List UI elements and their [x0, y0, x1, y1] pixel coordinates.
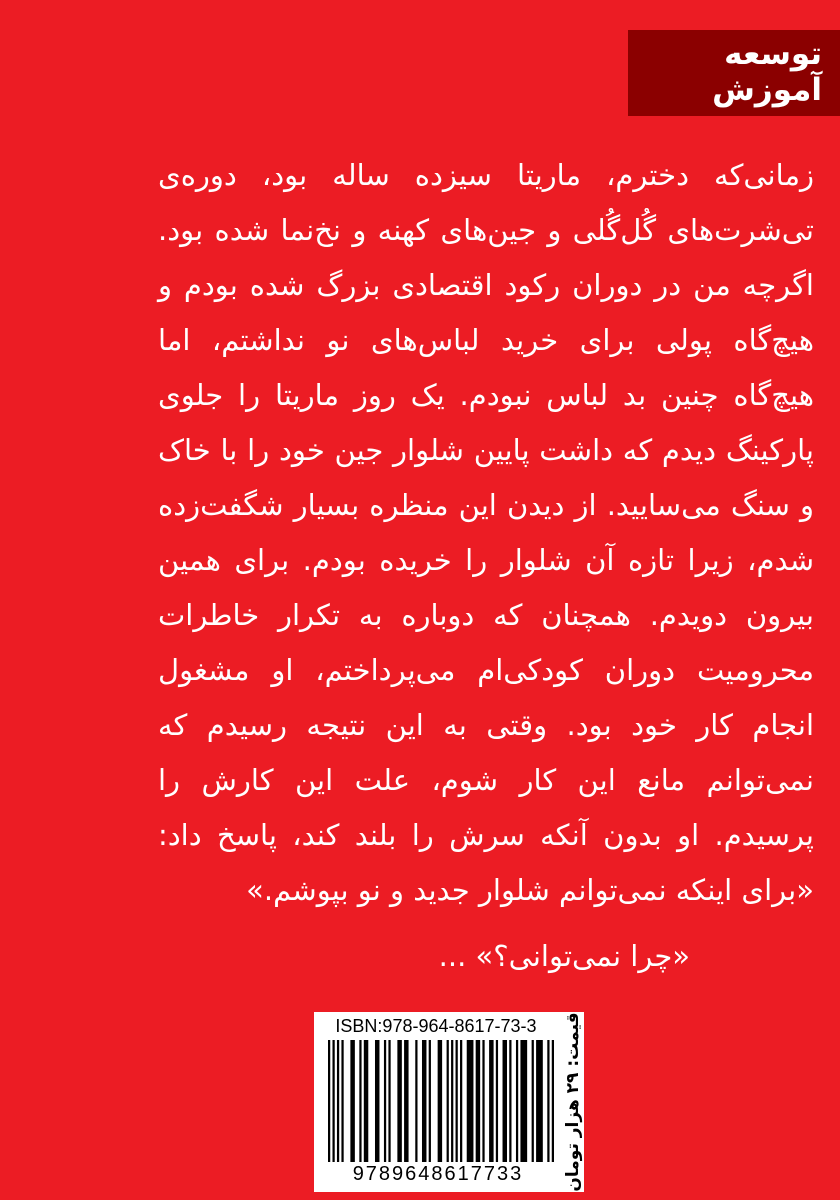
barcode-bar [451, 1040, 453, 1162]
price-label: قیمت: ۲۹ هزار تومان [563, 1012, 583, 1192]
barcode-bar [476, 1040, 480, 1162]
barcode-bar [456, 1040, 458, 1162]
barcode-bar [359, 1040, 361, 1162]
barcode-bar [482, 1040, 484, 1162]
barcode-bar [404, 1040, 408, 1162]
barcode-bar [460, 1040, 462, 1162]
barcode-bar [364, 1040, 368, 1162]
barcode-bar [388, 1040, 390, 1162]
barcode-bar [341, 1040, 343, 1162]
barcode-bar [422, 1040, 426, 1162]
barcode-bar [332, 1040, 334, 1162]
barcode-bar [509, 1040, 511, 1162]
barcode-bar [496, 1040, 498, 1162]
barcode-bar [429, 1040, 431, 1162]
publisher-logo-line1: توسعه [724, 36, 822, 72]
excerpt-closing-line: «چرا نمی‌توانی؟» ... [438, 939, 690, 973]
barcode-bar [467, 1040, 474, 1162]
barcode-bar [552, 1040, 554, 1162]
isbn-label: ISBN:978-964-8617-73-3 [335, 1016, 537, 1036]
barcode-bar [532, 1040, 534, 1162]
barcode-bar [489, 1040, 493, 1162]
publisher-logo [628, 30, 840, 116]
barcode-bar [337, 1040, 339, 1162]
publisher-logo-line2: آموزش [712, 72, 822, 108]
barcode-bar [516, 1040, 518, 1162]
barcode-bar [384, 1040, 386, 1162]
barcode-bar [328, 1040, 330, 1162]
barcode-bar [520, 1040, 527, 1162]
barcode-bar [503, 1040, 507, 1162]
barcode-bar [350, 1040, 354, 1162]
barcode-bar [547, 1040, 549, 1162]
barcode-panel [314, 1012, 584, 1192]
barcode-bar [536, 1040, 543, 1162]
barcode-bars [328, 1040, 554, 1162]
barcode-digits: 9789648617733 [352, 1163, 524, 1185]
barcode-bar [375, 1040, 379, 1162]
barcode-bar [438, 1040, 442, 1162]
barcode-bar [415, 1040, 417, 1162]
barcode-bar [447, 1040, 449, 1162]
barcode-bar [397, 1040, 401, 1162]
excerpt-paragraph: زمانی‌که دخترم، ماریتا سیزده ساله بود، دوره‌ی تی‌شرت‌های گُل‌گُلی و جین‌های کهنه و نخ‌نما شده بود. اگرچه من در دوران رکود اقتصادی بزرگ شده بودم و هیچ‌گاه پولی برای خرید لباس‌های نو نداشتم، اما هیچ‌گاه چنین بد لباس نبودم. یک روز ماریتا را جلوی پارکینگ دیدم که داشت پایین شلوار جین خود را با خاک و سنگ می‌سایید. از دیدن این منظره بسیار شگفت‌زده شدم، زیرا تازه آن شلوار را خریده بودم. برای همین بیرون دویدم. همچنان که دوباره به تکرار خاطرات محرومیت دوران کودکی‌ام می‌پرداختم، او مشغول انجام کار خود بود. وقتی به این نتیجه رسیدم که نمی‌توانم مانع این کار شوم، علت این کارش را پرسیدم. او بدون آنکه سرش را بلند کند، پاسخ داد: «برای اینکه نمی‌توانم شلوار جدید و نو بپوشم.» [158, 158, 814, 907]
